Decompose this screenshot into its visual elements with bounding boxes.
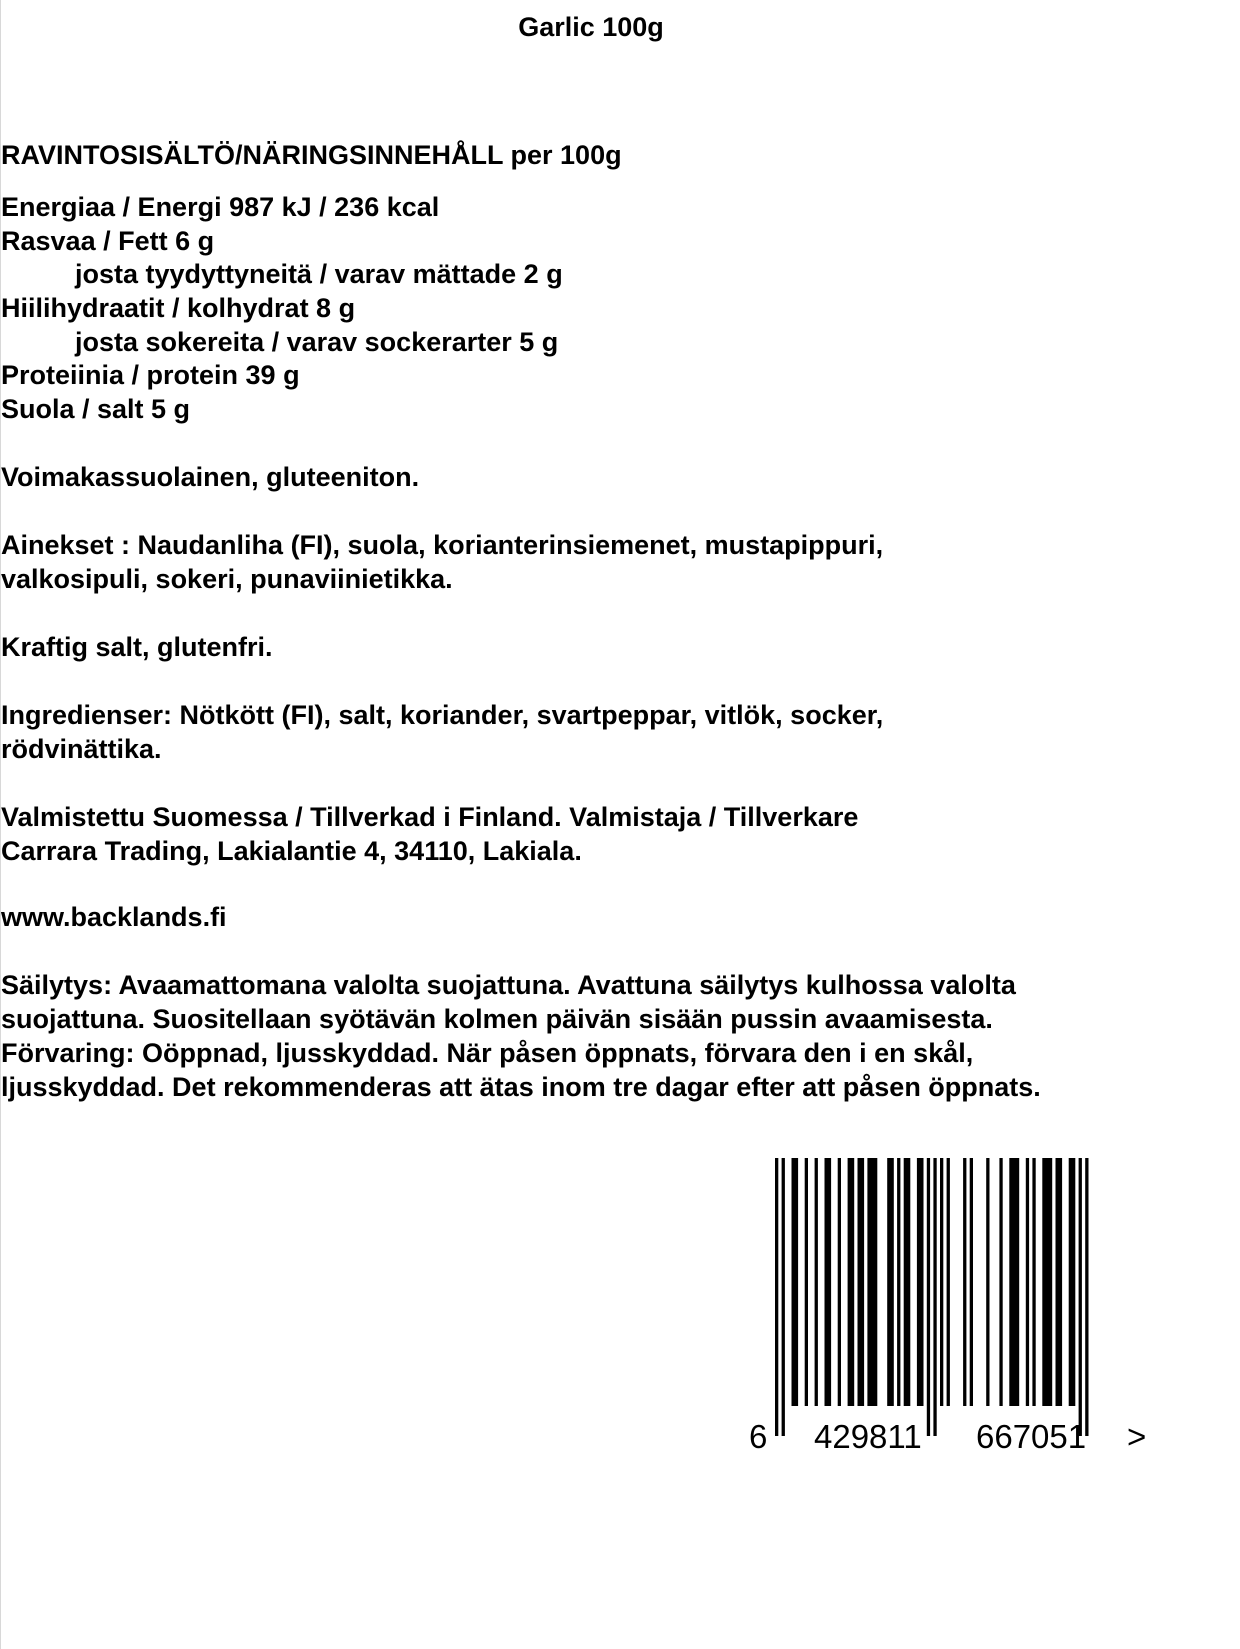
swedish-ingredients-line-1: Ingredienser: Nötkött (FI), salt, koriander, svartpeppar, vitlök, socker, bbox=[1, 700, 884, 730]
nutrition-fat: Rasvaa / Fett 6 g bbox=[1, 226, 215, 256]
barcode-quiet-mark: > bbox=[1127, 1418, 1147, 1455]
barcode-bar bbox=[986, 1158, 989, 1406]
barcode bbox=[741, 1158, 1147, 1458]
barcode-bar bbox=[825, 1158, 832, 1406]
barcode-bar bbox=[1009, 1158, 1019, 1406]
manufacturer-line-1: Valmistettu Suomessa / Tillverkad i Finland. Valmistaja / Tillverkare bbox=[1, 802, 859, 832]
barcode-bar bbox=[933, 1158, 936, 1436]
barcode-right-group: 667051 bbox=[976, 1418, 1087, 1455]
barcode-bar bbox=[963, 1158, 966, 1406]
barcode-bar bbox=[1042, 1158, 1052, 1406]
nutrition-protein: Proteiinia / protein 39 g bbox=[1, 360, 300, 390]
barcode-bar bbox=[805, 1158, 808, 1406]
manufacturer-line-2: Carrara Trading, Lakialantie 4, 34110, Lakiala. bbox=[1, 836, 582, 866]
nutrition-heading: RAVINTOSISÄLTÖ/NÄRINGSINNEHÅLL per 100g bbox=[1, 140, 622, 170]
nutrition-energy: Energiaa / Energi 987 kJ / 236 kcal bbox=[1, 192, 440, 222]
website-link: www.backlands.fi bbox=[1, 902, 227, 932]
swedish-ingredients-line-2: rödvinättika. bbox=[1, 734, 162, 764]
product-title: Garlic 100g bbox=[518, 12, 664, 42]
barcode-bar bbox=[999, 1158, 1002, 1406]
barcode-bar bbox=[815, 1158, 818, 1406]
barcode-bar bbox=[838, 1158, 841, 1406]
barcode-bar bbox=[1026, 1158, 1029, 1406]
storage-line-1: Säilytys: Avaamattomana valolta suojattuna. Avattuna säilytys kulhossa valolta bbox=[1, 970, 1016, 1000]
barcode-bar bbox=[792, 1158, 799, 1406]
barcode-bar bbox=[947, 1158, 950, 1406]
finnish-note: Voimakassuolainen, gluteeniton. bbox=[1, 462, 420, 492]
barcode-bar bbox=[782, 1158, 785, 1436]
barcode-bar bbox=[940, 1158, 943, 1406]
barcode-first-digit: 6 bbox=[749, 1418, 768, 1455]
storage-line-2: suojattuna. Suositellaan syötävän kolmen päivän sisään pussin avaamisesta. bbox=[1, 1004, 993, 1034]
barcode-bar bbox=[1085, 1158, 1088, 1436]
barcode-bar bbox=[970, 1158, 973, 1406]
storage-line-4: ljusskyddad. Det rekommenderas att ätas inom tre dagar efter att påsen öppnats. bbox=[1, 1072, 1041, 1102]
nutrition-salt: Suola / salt 5 g bbox=[1, 394, 191, 424]
nutrition-saturated: josta tyydyttyneitä / varav mättade 2 g bbox=[75, 259, 563, 289]
barcode-bar bbox=[904, 1158, 911, 1406]
barcode-bar bbox=[927, 1158, 930, 1436]
barcode-bar bbox=[1056, 1158, 1063, 1406]
barcode-bar bbox=[887, 1158, 894, 1406]
barcode-bar bbox=[1069, 1158, 1076, 1406]
finnish-ingredients-line-2: valkosipuli, sokeri, punaviinietikka. bbox=[1, 564, 453, 594]
swedish-note: Kraftig salt, glutenfri. bbox=[1, 632, 273, 662]
barcode-bar bbox=[917, 1158, 924, 1406]
barcode-bar bbox=[867, 1158, 877, 1406]
finnish-ingredients-line-1: Ainekset : Naudanliha (FI), suola, korianterinsiemenet, mustapippuri, bbox=[1, 530, 884, 560]
nutrition-carbs: Hiilihydraatit / kolhydrat 8 g bbox=[1, 293, 356, 323]
barcode-bars bbox=[775, 1158, 1089, 1436]
barcode-left-group: 429811 bbox=[814, 1418, 922, 1455]
barcode-bar bbox=[858, 1158, 865, 1406]
barcode-bar bbox=[848, 1158, 855, 1406]
nutrition-sugars: josta sokereita / varav sockerarter 5 g bbox=[75, 327, 559, 357]
barcode-bar bbox=[775, 1158, 778, 1436]
barcode-bar bbox=[897, 1158, 900, 1406]
barcode-bar bbox=[1079, 1158, 1082, 1436]
barcode-bar bbox=[1032, 1158, 1035, 1406]
storage-line-3: Förvaring: Oöppnad, ljusskyddad. När påsen öppnats, förvara den i en skål, bbox=[1, 1038, 974, 1068]
